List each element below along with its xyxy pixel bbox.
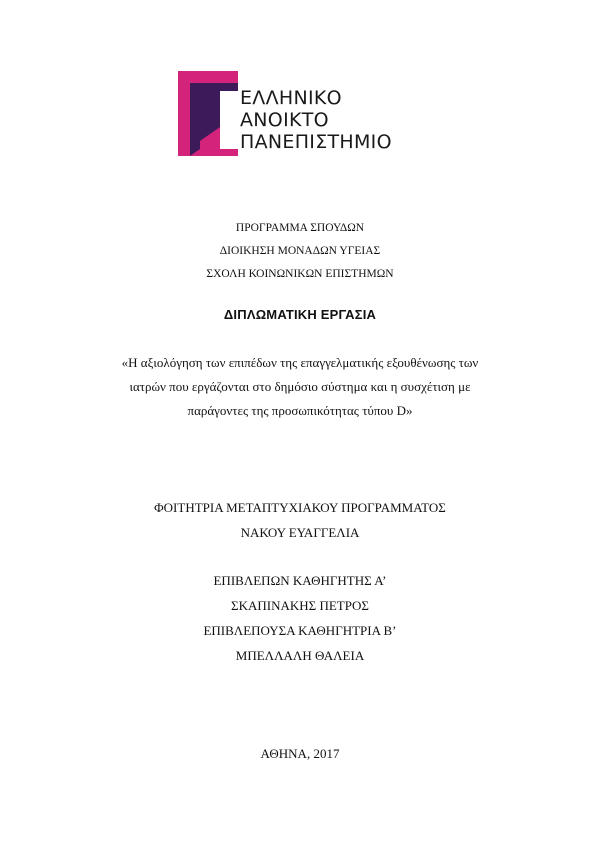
supervisor-a-label: ΕΠΙΒΛΕΠΩΝ ΚΑΘΗΓΗΤΗΣ Α’ xyxy=(213,573,387,588)
student-label: ΦΟΙΤΗΤΡΙΑ ΜΕΤΑΠΤΥΧΙΑΚΟΥ ΠΡΟΓΡΑΜΜΑΤΟΣ xyxy=(154,500,446,515)
supervisor-b-name: ΜΠΕΛΛΑΛΗ ΘΑΛΕΙΑ xyxy=(235,648,365,663)
logo-wordmark xyxy=(240,87,392,153)
thesis-title-line-1: «Η αξιολόγηση των επιπέδων της επαγγελματικής εξουθένωσης των xyxy=(121,355,479,370)
thesis-title-line-3: παράγοντες της προσωπικότητας τύπου D» xyxy=(187,403,413,418)
place-date: ΑΘΗΝΑ, 2017 xyxy=(260,746,340,761)
supervisor-b-label: ΕΠΙΒΛΕΠΟΥΣΑ ΚΑΘΗΓΗΤΡΙΑ Β’ xyxy=(203,623,397,638)
logo-line-2: ΑΝΟΙΚΤΟ xyxy=(240,109,329,131)
logo-line-3: ΠΑΝΕΠΙΣΤΗΜΙΟ xyxy=(240,131,392,153)
document-type-heading: ΔΙΠΛΩΜΑΤΙΚΗ ΕΡΓΑΣΙΑ xyxy=(223,307,377,322)
thesis-title-line-2: ιατρών που εργάζονται στο δημόσιο σύστημα και η συσχέτιση με xyxy=(129,379,471,394)
program-line-2: ΔΙΟΙΚΗΣΗ ΜΟΝΑΔΩΝ ΥΓΕΙΑΣ xyxy=(219,245,381,257)
student-name: ΝΑΚΟΥ ΕΥΑΓΓΕΛΙΑ xyxy=(240,525,360,540)
university-logo xyxy=(178,71,428,156)
program-line-3: ΣΧΟΛΗ ΚΟΙΝΩΝΙΚΩΝ ΕΠΙΣΤΗΜΩΝ xyxy=(206,268,394,280)
logo-line-1: ΕΛΛΗΝΙΚΟ xyxy=(240,87,342,109)
university-logo-mark-icon xyxy=(178,71,238,156)
program-line-1: ΠΡΟΓΡΑΜΜΑ ΣΠΟΥΔΩΝ xyxy=(235,222,365,234)
supervisor-a-name: ΣΚΑΠΙΝΑΚΗΣ ΠΕΤΡΟΣ xyxy=(231,598,369,613)
